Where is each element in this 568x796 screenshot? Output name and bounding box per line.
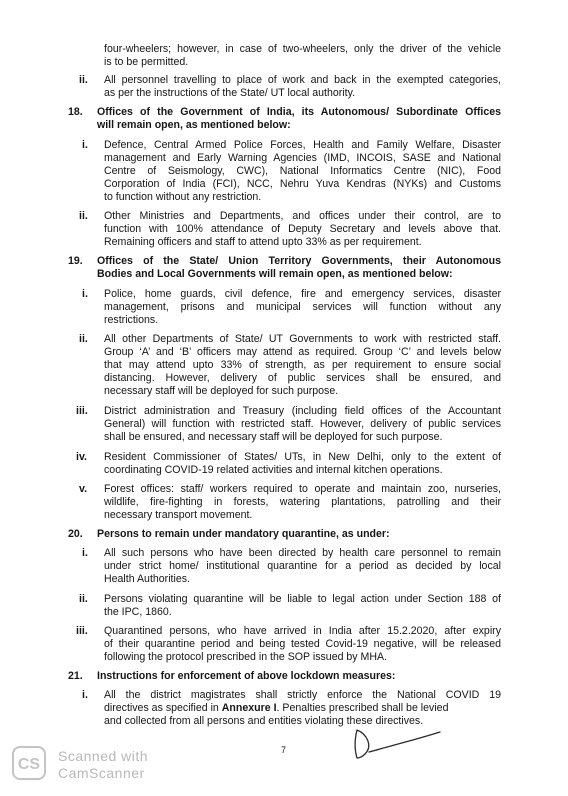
text-line: coordinating COVID-19 related activities and internal kitchen operations.: [104, 464, 443, 476]
item-marker: v.: [79, 483, 88, 495]
text-line: All the district magistrates shall strictly enforce the National COVID 19: [104, 689, 501, 701]
text-line: that may attend upto 33% of strength, as per requirement to ensure social: [104, 359, 501, 371]
section-heading-line: Offices of the Government of India, its Autonomous/ Subordinate Offices: [97, 106, 501, 118]
text-line: Corporation of India (FCI), NCC, Nehru Yuva Kendras (NYKs) and Customs: [104, 178, 501, 190]
camscanner-logo-icon: [12, 746, 46, 780]
watermark-line-1: Scanned with: [58, 748, 149, 764]
text-line: Police, home guards, civil defence, fire and emergency services, disaster: [104, 288, 501, 300]
text-line: management, prisons and municipal services will function without any: [104, 301, 501, 313]
text-line: four-wheelers; however, in case of two-wheelers, only the driver of the vehicle: [104, 43, 501, 55]
section-heading-line: Bodies and Local Governments will remain open, as mentioned below:: [97, 268, 453, 280]
text-line: and collected from all persons and entities violating these directives.: [104, 715, 424, 727]
text-line: All other Departments of State/ UT Governments to work with restricted staff.: [104, 333, 501, 345]
item-marker: 21.: [68, 670, 83, 682]
item-marker: i.: [82, 547, 88, 559]
item-marker: 20.: [68, 528, 83, 540]
text-line: Group ‘A’ and ‘B’ officers may attend as required. Group ‘C’ and levels below: [104, 346, 501, 358]
text-line: Defence, Central Armed Police Forces, Health and Family Welfare, Disaster: [104, 139, 501, 151]
text-line: restrictions.: [104, 314, 159, 326]
camscanner-logo-text: CS: [17, 756, 41, 773]
text-line: is to be permitted.: [104, 56, 189, 68]
text-line: wildlife, fire-fighting in forests, watering plantations, patrolling and their: [104, 496, 501, 508]
text-line: Remaining officers and staff to attend upto 33% as per requirement.: [104, 236, 422, 248]
item-marker: ii.: [79, 333, 88, 345]
section-heading-line: Instructions for enforcement of above lockdown measures:: [97, 670, 396, 682]
item-marker: i.: [82, 139, 88, 151]
item-marker: iii.: [76, 625, 88, 637]
page-number: 7: [281, 745, 287, 755]
text-line: under strict home/ institutional quarantine for a period as decided by local: [104, 560, 501, 572]
item-marker: 18.: [68, 106, 83, 118]
text-line: to function without any restriction.: [104, 191, 262, 203]
item-marker: i.: [82, 288, 88, 300]
text-line: District administration and Treasury (including field offices of the Accountant: [104, 405, 501, 417]
item-marker: iv.: [76, 451, 87, 463]
text-line: All personnel travelling to place of work and back in the exempted categories,: [104, 74, 501, 86]
item-marker: ii.: [79, 593, 88, 605]
annexure-reference: Annexure I: [221, 702, 277, 714]
text-line: Resident Commissioner of States/ UTs, in New Delhi, only to the extent of: [104, 451, 501, 463]
text-line: Quarantined persons, who have arrived in India after 15.2.2020, after expiry: [104, 625, 501, 637]
section-heading-line: will remain open, as mentioned below:: [97, 119, 291, 131]
text-line: Persons violating quarantine will be liable to legal action under Section 188 of: [104, 593, 501, 605]
text-line: All such persons who have been directed by health care personnel to remain: [104, 547, 501, 559]
text-line: General) will function with restricted staff. However, delivery of public services: [104, 418, 501, 430]
text-line: [104, 702, 448, 714]
item-marker: ii.: [79, 74, 88, 86]
signature-icon: [345, 724, 445, 764]
item-marker: iii.: [76, 405, 88, 417]
text-line: Forest offices: staff/ workers required to operate and maintain zoo, nurseries,: [104, 483, 501, 495]
text-line: necessary transport movement.: [104, 509, 253, 521]
text-line: management and Early Warning Agencies (IMD, INCOIS, SASE and National: [104, 152, 501, 164]
text-line: as per the instructions of the State/ UT local authority.: [104, 87, 356, 99]
text-line: shall be ensured, and necessary staff will be deployed for such purpose.: [104, 431, 443, 443]
text-line: function with 100% attendance of Deputy Secretary and levels above that.: [104, 223, 501, 235]
text-line: necessary staff will be deployed for such purpose.: [104, 385, 339, 397]
section-heading-line: Persons to remain under mandatory quarantine, as under:: [97, 528, 390, 540]
text-line: of their quarantine period and being tested Covid-19 negative, will be released: [104, 638, 501, 650]
item-marker: ii.: [79, 210, 88, 222]
text-run: directives as specified in: [104, 702, 222, 714]
text-line: Centre of Seismology, CWC), National Informatics Centre (NIC), Food: [104, 165, 501, 177]
text-line: distancing. However, delivery of public services shall be ensured, and: [104, 372, 501, 384]
watermark-line-2: CamScanner: [58, 765, 145, 781]
text-line: the IPC, 1860.: [104, 606, 172, 618]
text-line: Other Ministries and Departments, and offices under their control, are to: [104, 210, 501, 222]
text-run: . Penalties prescribed shall be levied: [276, 702, 449, 714]
text-line: following the protocol prescribed in the SOP issued by MHA.: [104, 651, 388, 663]
item-marker: i.: [82, 689, 88, 701]
text-line: Health Authorities.: [104, 573, 190, 585]
section-heading-line: Offices of the State/ Union Territory Governments, their Autonomous: [97, 255, 501, 267]
item-marker: 19.: [68, 255, 83, 267]
